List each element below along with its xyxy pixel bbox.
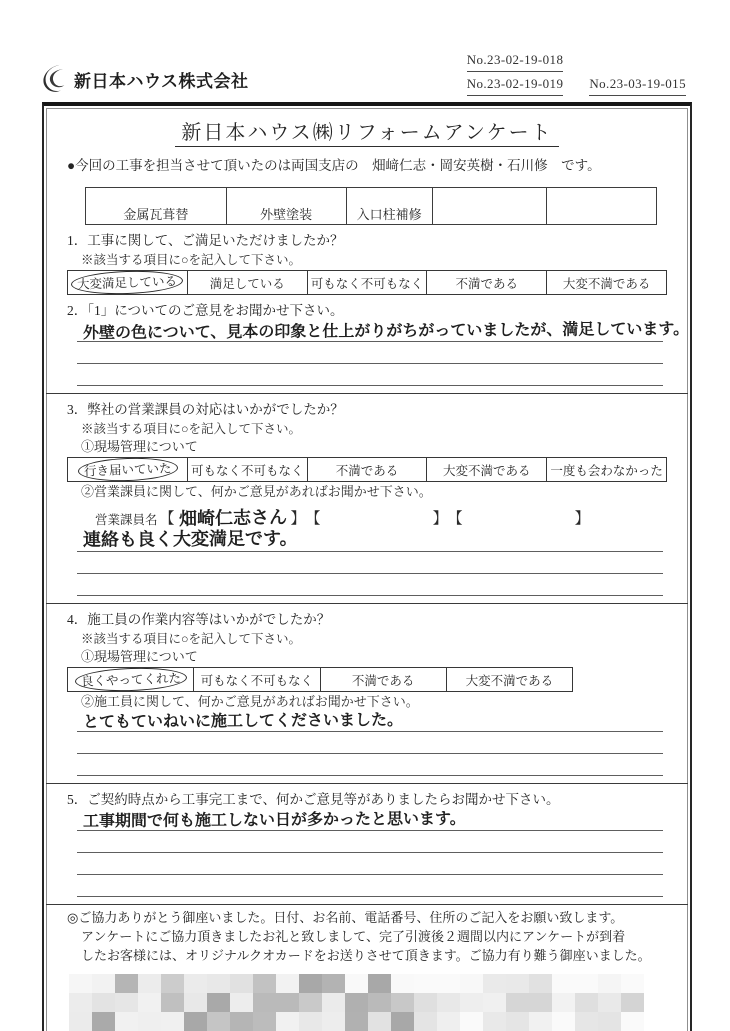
question-3: [67, 401, 667, 596]
option-cell: 不満である: [427, 271, 547, 294]
work-type-cell: [547, 188, 656, 224]
answer-line: [77, 710, 663, 732]
option-cell: 一度も会わなかった: [550, 463, 663, 478]
question-5-label: 5．ご契約時点から工事完工まで、何かご意見等がありましたらお聞かせ下さい。: [67, 792, 560, 807]
answer-line-empty: [77, 574, 663, 596]
section-divider: [46, 904, 688, 905]
redaction-cell: [184, 993, 207, 1012]
question-3-options: [67, 457, 667, 482]
question-1-options: [67, 270, 667, 295]
redaction-cell: [138, 1012, 161, 1031]
handwritten-answer: 工事期間で何も施工しない日が多かったと思います。: [82, 808, 466, 831]
redaction-cell: [460, 993, 483, 1012]
redaction-cell: [575, 974, 598, 993]
answer-line-empty: [77, 754, 663, 776]
handwritten-answer: 連絡も良く大変満足です。: [82, 528, 298, 551]
redaction-cell: [230, 1012, 253, 1031]
redaction-cell: [276, 993, 299, 1012]
redaction-cell: [598, 993, 621, 1012]
question-3-label: 3．弊社の営業課員の対応はいかがでしたか？: [67, 402, 344, 417]
redaction-cell: [230, 993, 253, 1012]
answer-line-empty: [77, 552, 663, 574]
redaction-cell: [299, 993, 322, 1012]
redaction-cell: [506, 1012, 529, 1031]
redaction-cell: [161, 1012, 184, 1031]
redaction-cell: [575, 993, 598, 1012]
question-2-label: 2．「1」についてのご意見をお聞かせ下さい。: [67, 303, 344, 318]
redaction-cell: [345, 974, 368, 993]
redaction-cell: [322, 1012, 345, 1031]
redaction-cell: [92, 974, 115, 993]
redaction-cell: [115, 974, 138, 993]
option-cell: 大変不満である: [562, 276, 651, 291]
option-cell: 可もなく不可もなく: [308, 271, 428, 294]
redaction-cell: [460, 1012, 483, 1031]
redaction-cell: [621, 1012, 644, 1031]
company-brand: [42, 64, 249, 94]
redaction-cell: [230, 974, 253, 993]
redaction-cell: [207, 1012, 230, 1031]
redaction-cell: [391, 993, 414, 1012]
question-1-note: ※該当する項目に○を記入して下さい。: [81, 253, 302, 267]
redaction-cell: [598, 1012, 621, 1031]
option-cell-selected: [68, 271, 188, 294]
work-type-cell: 入口柱補修: [347, 188, 433, 224]
work-type-cell: [433, 188, 548, 224]
answer-line: [77, 809, 663, 831]
handwritten-circle-mark: 良くやってくれた: [74, 666, 187, 693]
redaction-mosaic: [69, 974, 644, 1031]
page-header: [42, 50, 690, 96]
redaction-cell: [299, 1012, 322, 1031]
redaction-cell: [253, 1012, 276, 1031]
redaction-cell: [92, 993, 115, 1012]
answer-line: [77, 318, 690, 343]
redaction-cell: [69, 993, 92, 1012]
redaction-cell: [506, 974, 529, 993]
answer-line-empty: [77, 732, 663, 754]
option-cell-selected: [68, 668, 194, 691]
questionnaire-form-box: [42, 102, 692, 1031]
redaction-cell: [115, 993, 138, 1012]
redaction-cell: [69, 1012, 92, 1031]
redaction-cell: [322, 993, 345, 1012]
redaction-cell: [506, 993, 529, 1012]
question-5: [67, 791, 667, 897]
handwritten-answer: 外壁の色について、見本の印象と仕上がりがちがっていましたが、満足しています。: [82, 318, 690, 343]
question-3-note: ※該当する項目に○を記入して下さい。: [81, 422, 302, 436]
question-2: [67, 302, 690, 386]
option-cell: 不満である: [308, 458, 428, 481]
redaction-cell: [414, 1012, 437, 1031]
answer-line: [77, 530, 663, 552]
handwritten-staff-name: 畑崎仁志さん: [178, 507, 287, 530]
question-4-sub1: ①現場管理について: [81, 649, 198, 664]
redaction-cell: [161, 974, 184, 993]
option-cell: 満足している: [188, 271, 308, 294]
redaction-cell: [299, 974, 322, 993]
section-divider: [46, 603, 688, 604]
redaction-cell: [529, 1012, 552, 1031]
answer-line-empty: [77, 342, 663, 364]
question-3-sub1: ①現場管理について: [81, 439, 198, 454]
intro-line: ●今回の工事を担当させて頂いたのは両国支店の 畑﨑仁志・岡安英樹・石川修 です。: [67, 158, 601, 173]
question-4-sub2: ②施工員に関して、何かご意見があればお聞かせ下さい。: [81, 694, 419, 709]
redaction-cell: [437, 1012, 460, 1031]
redaction-cell: [437, 993, 460, 1012]
form-title: 新日本ハウス㈱リフォームアンケート: [67, 121, 667, 145]
redaction-cell: [184, 1012, 207, 1031]
answer-line-empty: [77, 875, 663, 897]
redaction-cell: [598, 974, 621, 993]
redaction-cell: [138, 974, 161, 993]
redaction-cell: [621, 993, 644, 1012]
handwritten-circle-mark: 行き届いていた: [77, 456, 177, 482]
redaction-cell: [161, 993, 184, 1012]
question-1-label: 1．工事に関して、ご満足いただけましたか？: [67, 233, 344, 248]
redaction-cell: [437, 974, 460, 993]
option-cell-selected: [68, 458, 188, 481]
redaction-cell: [253, 974, 276, 993]
redaction-cell: [184, 974, 207, 993]
answer-line-empty: [77, 364, 663, 386]
question-1: [67, 232, 667, 295]
redaction-cell: [115, 1012, 138, 1031]
question-3-sub2: ②営業課員に関して、何かご意見があればお聞かせ下さい。: [81, 484, 432, 499]
redaction-cell: [368, 974, 391, 993]
redaction-cell: [276, 1012, 299, 1031]
option-cell: 可もなく不可もなく: [194, 668, 320, 691]
work-type-cell: 金属瓦葺替: [86, 188, 227, 224]
question-4-note: ※該当する項目に○を記入して下さい。: [81, 632, 302, 646]
company-logo-icon: [42, 64, 69, 94]
section-divider: [46, 783, 688, 784]
question-4-options: [67, 667, 573, 692]
work-type-table: [85, 187, 657, 225]
bracket-close: 】: [432, 511, 448, 527]
redaction-cell: [368, 1012, 391, 1031]
option-cell: 大変不満である: [427, 458, 547, 481]
redaction-cell: [483, 974, 506, 993]
bracket-open: 【: [305, 511, 321, 527]
redaction-cell: [552, 974, 575, 993]
doc-number-1: No.23-02-19-018: [467, 50, 564, 72]
option-cell: 大変不満である: [465, 673, 554, 688]
footer-line: ◎ご協力ありがとう御座いました。日付、お名前、電話番号、住所のご記入をお願い致します。: [67, 910, 624, 925]
redaction-cell: [575, 1012, 598, 1031]
redaction-cell: [391, 974, 414, 993]
bracket-open: 【: [447, 511, 463, 527]
redaction-cell: [138, 993, 161, 1012]
redaction-cell: [92, 1012, 115, 1031]
section-divider: [46, 393, 688, 394]
redaction-cell: [368, 993, 391, 1012]
redaction-cell: [414, 993, 437, 1012]
form-footer: [67, 908, 667, 1031]
handwritten-answer: とてもていねいに施工してくださいました。: [82, 709, 404, 732]
work-type-cell: 外壁塗装: [227, 188, 347, 224]
redaction-cell: [621, 974, 644, 993]
answer-line-empty: [77, 853, 663, 875]
redaction-cell: [345, 993, 368, 1012]
redaction-cell: [345, 1012, 368, 1031]
doc-number-2: No.23-02-19-019: [467, 74, 564, 96]
bracket-close: 】: [574, 511, 590, 527]
redaction-cell: [483, 993, 506, 1012]
redaction-cell: [253, 993, 276, 1012]
redaction-cell: [391, 1012, 414, 1031]
redaction-cell: [529, 974, 552, 993]
staff-name-label: 営業課員名: [95, 513, 158, 527]
question-4-label: 4．施工員の作業内容等はいかがでしたか？: [67, 612, 331, 627]
bracket-close: 】: [290, 511, 306, 527]
company-name: 新日本ハウス株式会社: [74, 71, 249, 91]
answer-line-empty: [77, 831, 663, 853]
redaction-cell: [207, 974, 230, 993]
footer-line: したお客様には、オリジナルクオカードをお送りさせて頂きます。ご協力有り難う御座いました。: [81, 948, 651, 963]
footer-line: アンケートにご協力頂きましたお礼と致しまして、完了引渡後２週間以内にアンケートが到着: [81, 929, 626, 944]
redaction-cell: [552, 993, 575, 1012]
bracket-open: 【: [159, 511, 175, 527]
document-numbers: [467, 50, 686, 96]
redaction-cell: [414, 974, 437, 993]
option-cell: 可もなく不可もなく: [188, 458, 308, 481]
redaction-cell: [529, 993, 552, 1012]
question-4: [67, 611, 667, 776]
redaction-cell: [69, 974, 92, 993]
doc-number-3: No.23-03-19-015: [589, 74, 686, 96]
redaction-cell: [460, 974, 483, 993]
handwritten-circle-mark: 大変満足している: [71, 269, 184, 296]
option-cell: 不満である: [321, 668, 447, 691]
redaction-cell: [276, 974, 299, 993]
redaction-cell: [552, 1012, 575, 1031]
redaction-cell: [207, 993, 230, 1012]
redaction-cell: [322, 974, 345, 993]
redaction-cell: [483, 1012, 506, 1031]
